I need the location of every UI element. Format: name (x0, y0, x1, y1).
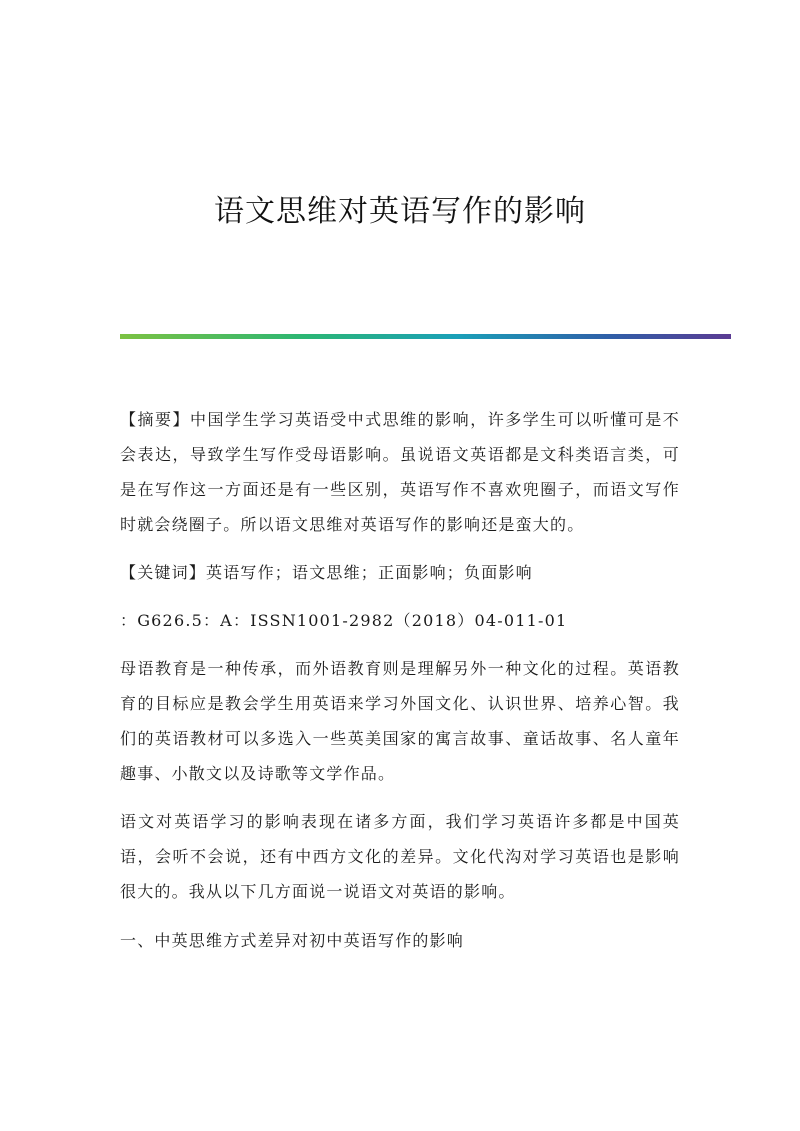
document-body (120, 402, 680, 958)
body-paragraph-2: 语文对英语学习的影响表现在诸多方面，我们学习英语许多都是中国英语，会听不会说，还有中西方文化的差异。文化代沟对学习英语也是影响很大的。我从以下几方面说一说语文对英语的影响。 (120, 812, 680, 901)
body-paragraph-1: 母语教育是一种传承，而外语教育则是理解另外一种文化的过程。英语教育的目标应是教会学生用英语来学习外国文化、认识世界、培养心智。我们的英语教材可以多选入一些英美国家的寓言故事、童话故事、名人童年趣事、小散文以及诗歌等文学作品。 (120, 659, 680, 783)
section-heading: 一、中英思维方式差异对初中英语写作的影响 (120, 931, 465, 950)
classification-line: ：G626.5：A：ISSN1001-2982（2018）04-011-01 (120, 611, 568, 630)
keywords-line: 【关键词】英语写作；语文思维；正面影响；负面影响 (120, 563, 533, 582)
document-title: 语文思维对英语写作的影响 (214, 194, 586, 229)
abstract-paragraph: 【摘要】中国学生学习英语受中式思维的影响，许多学生可以听懂可是不会表达，导致学生写作受母语影响。虽说语文英语都是文科类语言类，可是在写作这一方面还是有一些区别，英语写作不喜欢兜圈子，而语文写作时就会绕圈子。所以语文思维对英语写作的影响还是蛮大的。 (120, 410, 680, 534)
title-divider (120, 334, 731, 339)
